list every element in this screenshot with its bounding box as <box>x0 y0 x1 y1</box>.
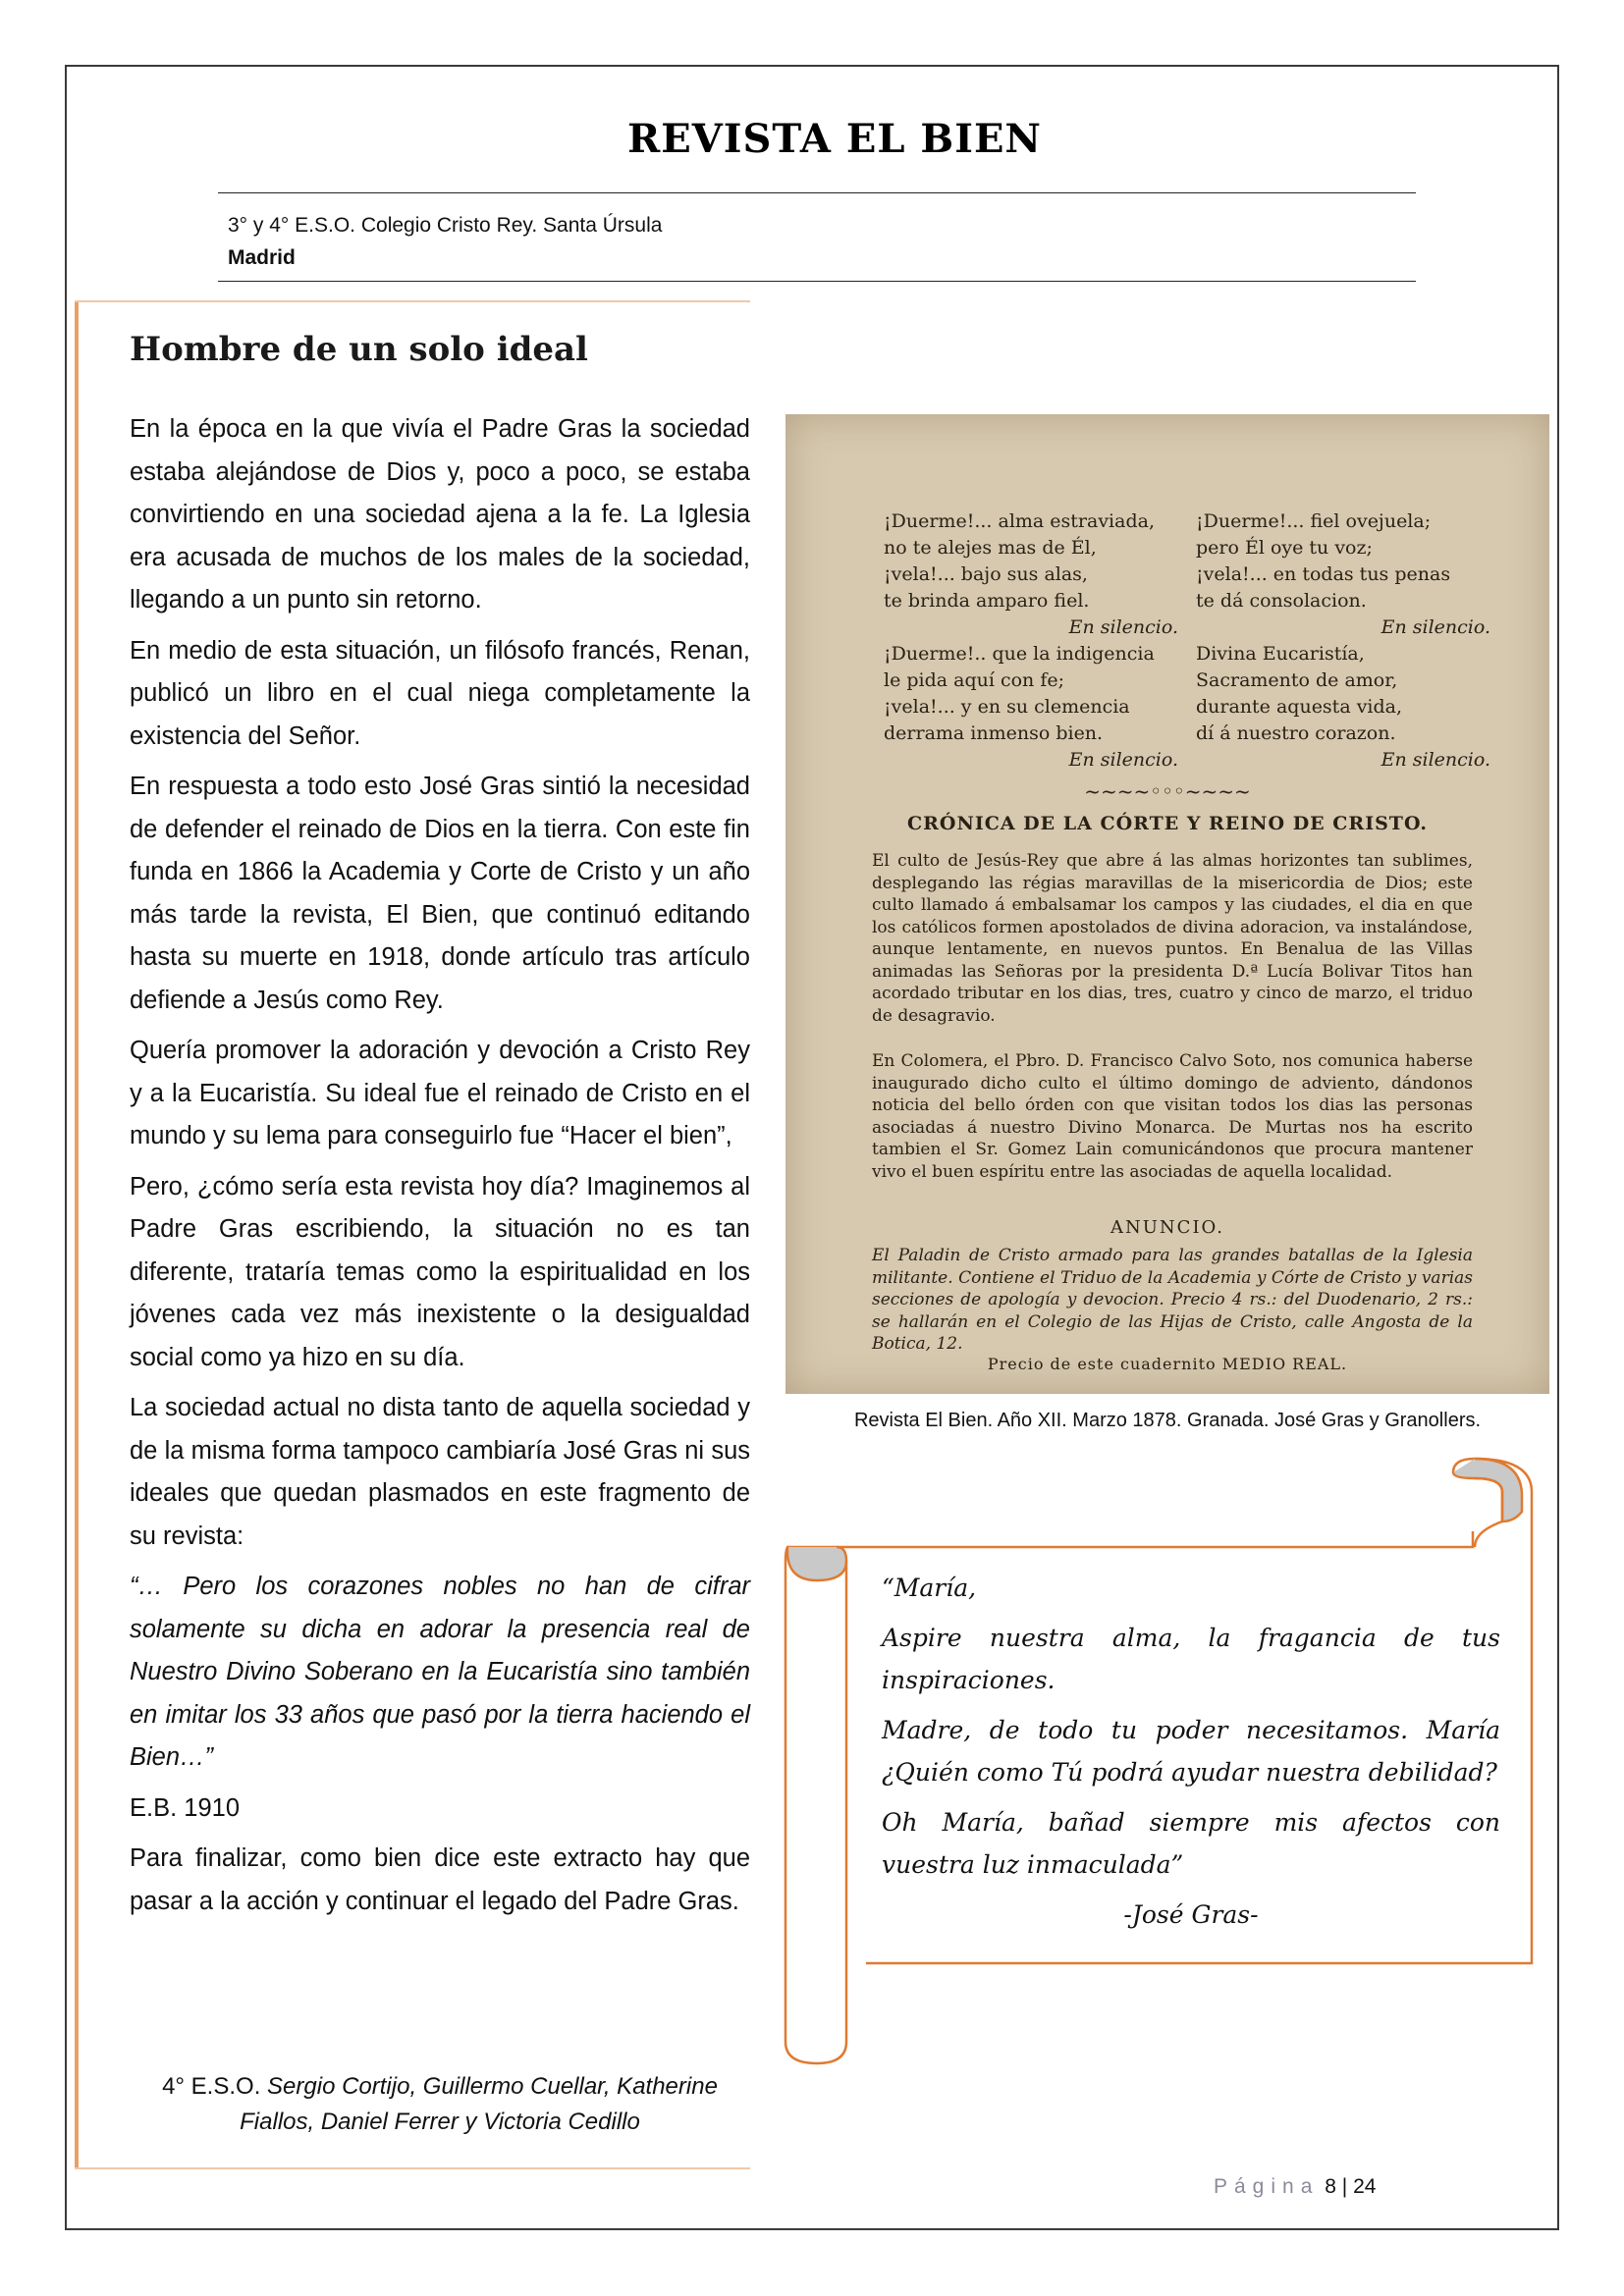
scroll-quote <box>776 1453 1561 2091</box>
poem-line: te dá consolacion. <box>1196 590 1367 612</box>
byline-grade: 4° E.S.O. <box>162 2073 261 2100</box>
scroll-line-3: Madre, de todo tu poder necesitamos. María ¿Quién como Tú podrá ayudar nuestra debilidad? <box>882 1716 1500 1787</box>
clipping-anuncio: ANUNCIO. <box>1110 1217 1224 1238</box>
article-title: Hombre de un solo ideal <box>130 330 588 369</box>
clipping-paragraph-2: En Colomera, el Pbro. D. Francisco Calvo Soto, nos comunica haberse inaugurado dicho culto el último domingo de adviento, dándonos noticia del bello órden con que visitan todos los dias las personas asociadas á nuestro Divino Monarca. De Murtas nos ha escrito tambien el Sr. Gomez Lain comunicándonos que procura mantener vivo el buen espíritu entre las asociadas de aquella localidad. <box>872 1051 1473 1182</box>
clipping-heading: CRÓNICA DE LA CÓRTE Y REINO DE CRISTO. <box>906 813 1428 834</box>
article-body <box>130 408 750 1931</box>
poem-line: Sacramento de amor, <box>1196 669 1398 691</box>
page-separator: | <box>1341 2175 1348 2198</box>
header-rule-bottom <box>218 281 1416 282</box>
paragraph-3: En respuesta a todo esto José Gras sintió la necesidad de defender el reinado de Dios en la tierra. Con este fin funda en 1866 la Academia y Corte de Cristo y un año más tarde la revista, El Bien, que continuó editando hasta su muerte en 1918, donde artículo tras artículo defiende a Jesús como Rey. <box>130 773 750 1014</box>
quote-source: E.B. 1910 <box>130 1793 240 1822</box>
poem-line: ¡vela!... y en su clemencia <box>884 696 1130 718</box>
poem-line: te brinda amparo fiel. <box>884 590 1090 612</box>
clipping-price: Precio de este cuadernito MEDIO REAL. <box>987 1355 1348 1373</box>
poem-line: En silencio. <box>1068 616 1178 638</box>
poem-line: durante aquesta vida, <box>1196 696 1403 718</box>
poem-line: no te alejes mas de Él, <box>884 537 1097 559</box>
poem-line: ¡vela!... bajo sus alas, <box>884 563 1088 585</box>
closing-paragraph: Para finalizar, como bien dice este extracto hay que pasar a la acción y continuar el legado del Padre Gras. <box>130 1844 750 1915</box>
school-line: 3° y 4° E.S.O. Colegio Cristo Rey. Santa Úrsula <box>228 214 663 237</box>
total-pages: 24 <box>1353 2175 1377 2198</box>
poem-line: pero Él oye tu voz; <box>1196 537 1373 559</box>
page-footer <box>1214 2175 1376 2199</box>
magazine-clipping-image <box>785 414 1549 1394</box>
page-number: 8 <box>1325 2175 1336 2198</box>
poem-line: En silencio. <box>1380 749 1490 771</box>
scroll-line-2: Aspire nuestra alma, la fragancia de tus inspiraciones. <box>882 1624 1500 1694</box>
city-line: Madrid <box>228 246 296 269</box>
paragraph-5: Pero, ¿cómo sería esta revista hoy día? Imaginemos al Padre Gras escribiendo, la situación no es tan diferente, trataría temas como la espiritualidad en los jóvenes cada vez más inexistente o la desigualdad social como ya hizo en su día. <box>130 1172 750 1371</box>
paragraph-2: En medio de esta situación, un filósofo francés, Renan, publicó un libro en el cual niega completamente la existencia del Señor. <box>130 636 750 750</box>
poem-line: ¡vela!... en todas tus penas <box>1196 563 1451 585</box>
poem-line: En silencio. <box>1380 616 1490 638</box>
article-border-left <box>75 300 79 2169</box>
poem-right <box>1196 508 1490 774</box>
poem-line: En silencio. <box>1068 749 1178 771</box>
poem-line: derrama inmenso bien. <box>884 722 1104 744</box>
header-rule-top <box>218 192 1416 193</box>
scroll-line-4: Oh María, bañad siempre mis afectos con vuestra luz inmaculada” <box>882 1808 1500 1879</box>
clipping-paragraph-1: El culto de Jesús-Rey que abre á las almas horizontes tan sublimes, desplegando las régias maravillas de la misericordia de Dios; este culto llamado á embalsamar los campos y las ciudades, el dia en que los católicos formen apostolados de divina adoracion, va instalándose, aunque lentamente, en nuevos puntos. En Benalua de las Villas animadas las Señoras por la presidenta D.ª Lucía Bolivar Titos han acordado tributar en los dias, tres, cuatro y cinco de marzo, el triduo de desagravio. <box>872 851 1473 1026</box>
image-caption: Revista El Bien. Año XII. Marzo 1878. Granada. José Gras y Granollers. <box>853 1410 1482 1431</box>
clipping-ornament: ~~~~◦◦◦~~~~ <box>1084 779 1251 803</box>
magazine-title: REVISTA EL BIEN <box>626 116 1042 162</box>
page-word: Página <box>1214 2175 1320 2198</box>
paragraph-6: La sociedad actual no dista tanto de aquella sociedad y de la misma forma tampoco cambiaría José Gras ni sus ideales que quedan plasmados en este fragmento de su revista: <box>130 1394 750 1550</box>
paragraph-1: En la época en la que vivía el Padre Gras la sociedad estaba alejándose de Dios y, poco a poco, se estaba convirtiendo en una sociedad ajena a la fe. La Iglesia era acusada de muchos de los males de la sociedad, llegando a un punto sin retorno. <box>130 415 750 614</box>
article-box <box>75 300 750 2169</box>
scroll-signature: -José Gras- <box>1123 1900 1259 1929</box>
article-border-top <box>75 300 750 302</box>
poem-line: dí á nuestro corazon. <box>1196 722 1396 744</box>
paragraph-4: Quería promover la adoración y devoción a Cristo Rey y a la Eucaristía. Su ideal fue el reinado de Cristo en el mundo y su lema para conseguirlo fue “Hacer el bien”, <box>130 1037 750 1149</box>
poem-line: Divina Eucaristía, <box>1196 643 1365 665</box>
poem-left <box>884 508 1178 774</box>
scroll-text <box>882 1567 1500 1944</box>
scroll-line-1: “María, <box>882 1574 977 1602</box>
clipping-scan <box>785 414 1549 1394</box>
poem-line: le pida aquí con fe; <box>884 669 1065 691</box>
poem-line: ¡Duerme!... fiel ovejuela; <box>1196 510 1432 532</box>
clipping-paragraph-3: El Paladin de Cristo armado para las grandes batallas de la Iglesia militante. Contiene el Triduo de la Academia y Córte de Cristo y varias secciones de apología y devocion. Precio 4 rs.: del Duodenario, 2 rs.: se hallarán en el Colegio de las Hijas de Cristo, calle Angosta de la Botica, 12. <box>872 1246 1473 1354</box>
poem-line: ¡Duerme!.. que la indigencia <box>884 643 1155 665</box>
poem-line: ¡Duerme!... alma estraviada, <box>884 510 1155 532</box>
quote-text: “… Pero los corazones nobles no han de cifrar solamente su dicha en adorar la presencia real de Nuestro Divino Soberano en la Eucaristía sino también en imitar los 33 años que pasó por la tierra haciendo el Bien…” <box>130 1573 750 1771</box>
byline <box>130 2069 750 2140</box>
byline-authors: Sergio Cortijo, Guillermo Cuellar, Katherine Fiallos, Daniel Ferrer y Victoria Cedillo <box>240 2073 718 2135</box>
article-border-bottom <box>75 2167 750 2169</box>
